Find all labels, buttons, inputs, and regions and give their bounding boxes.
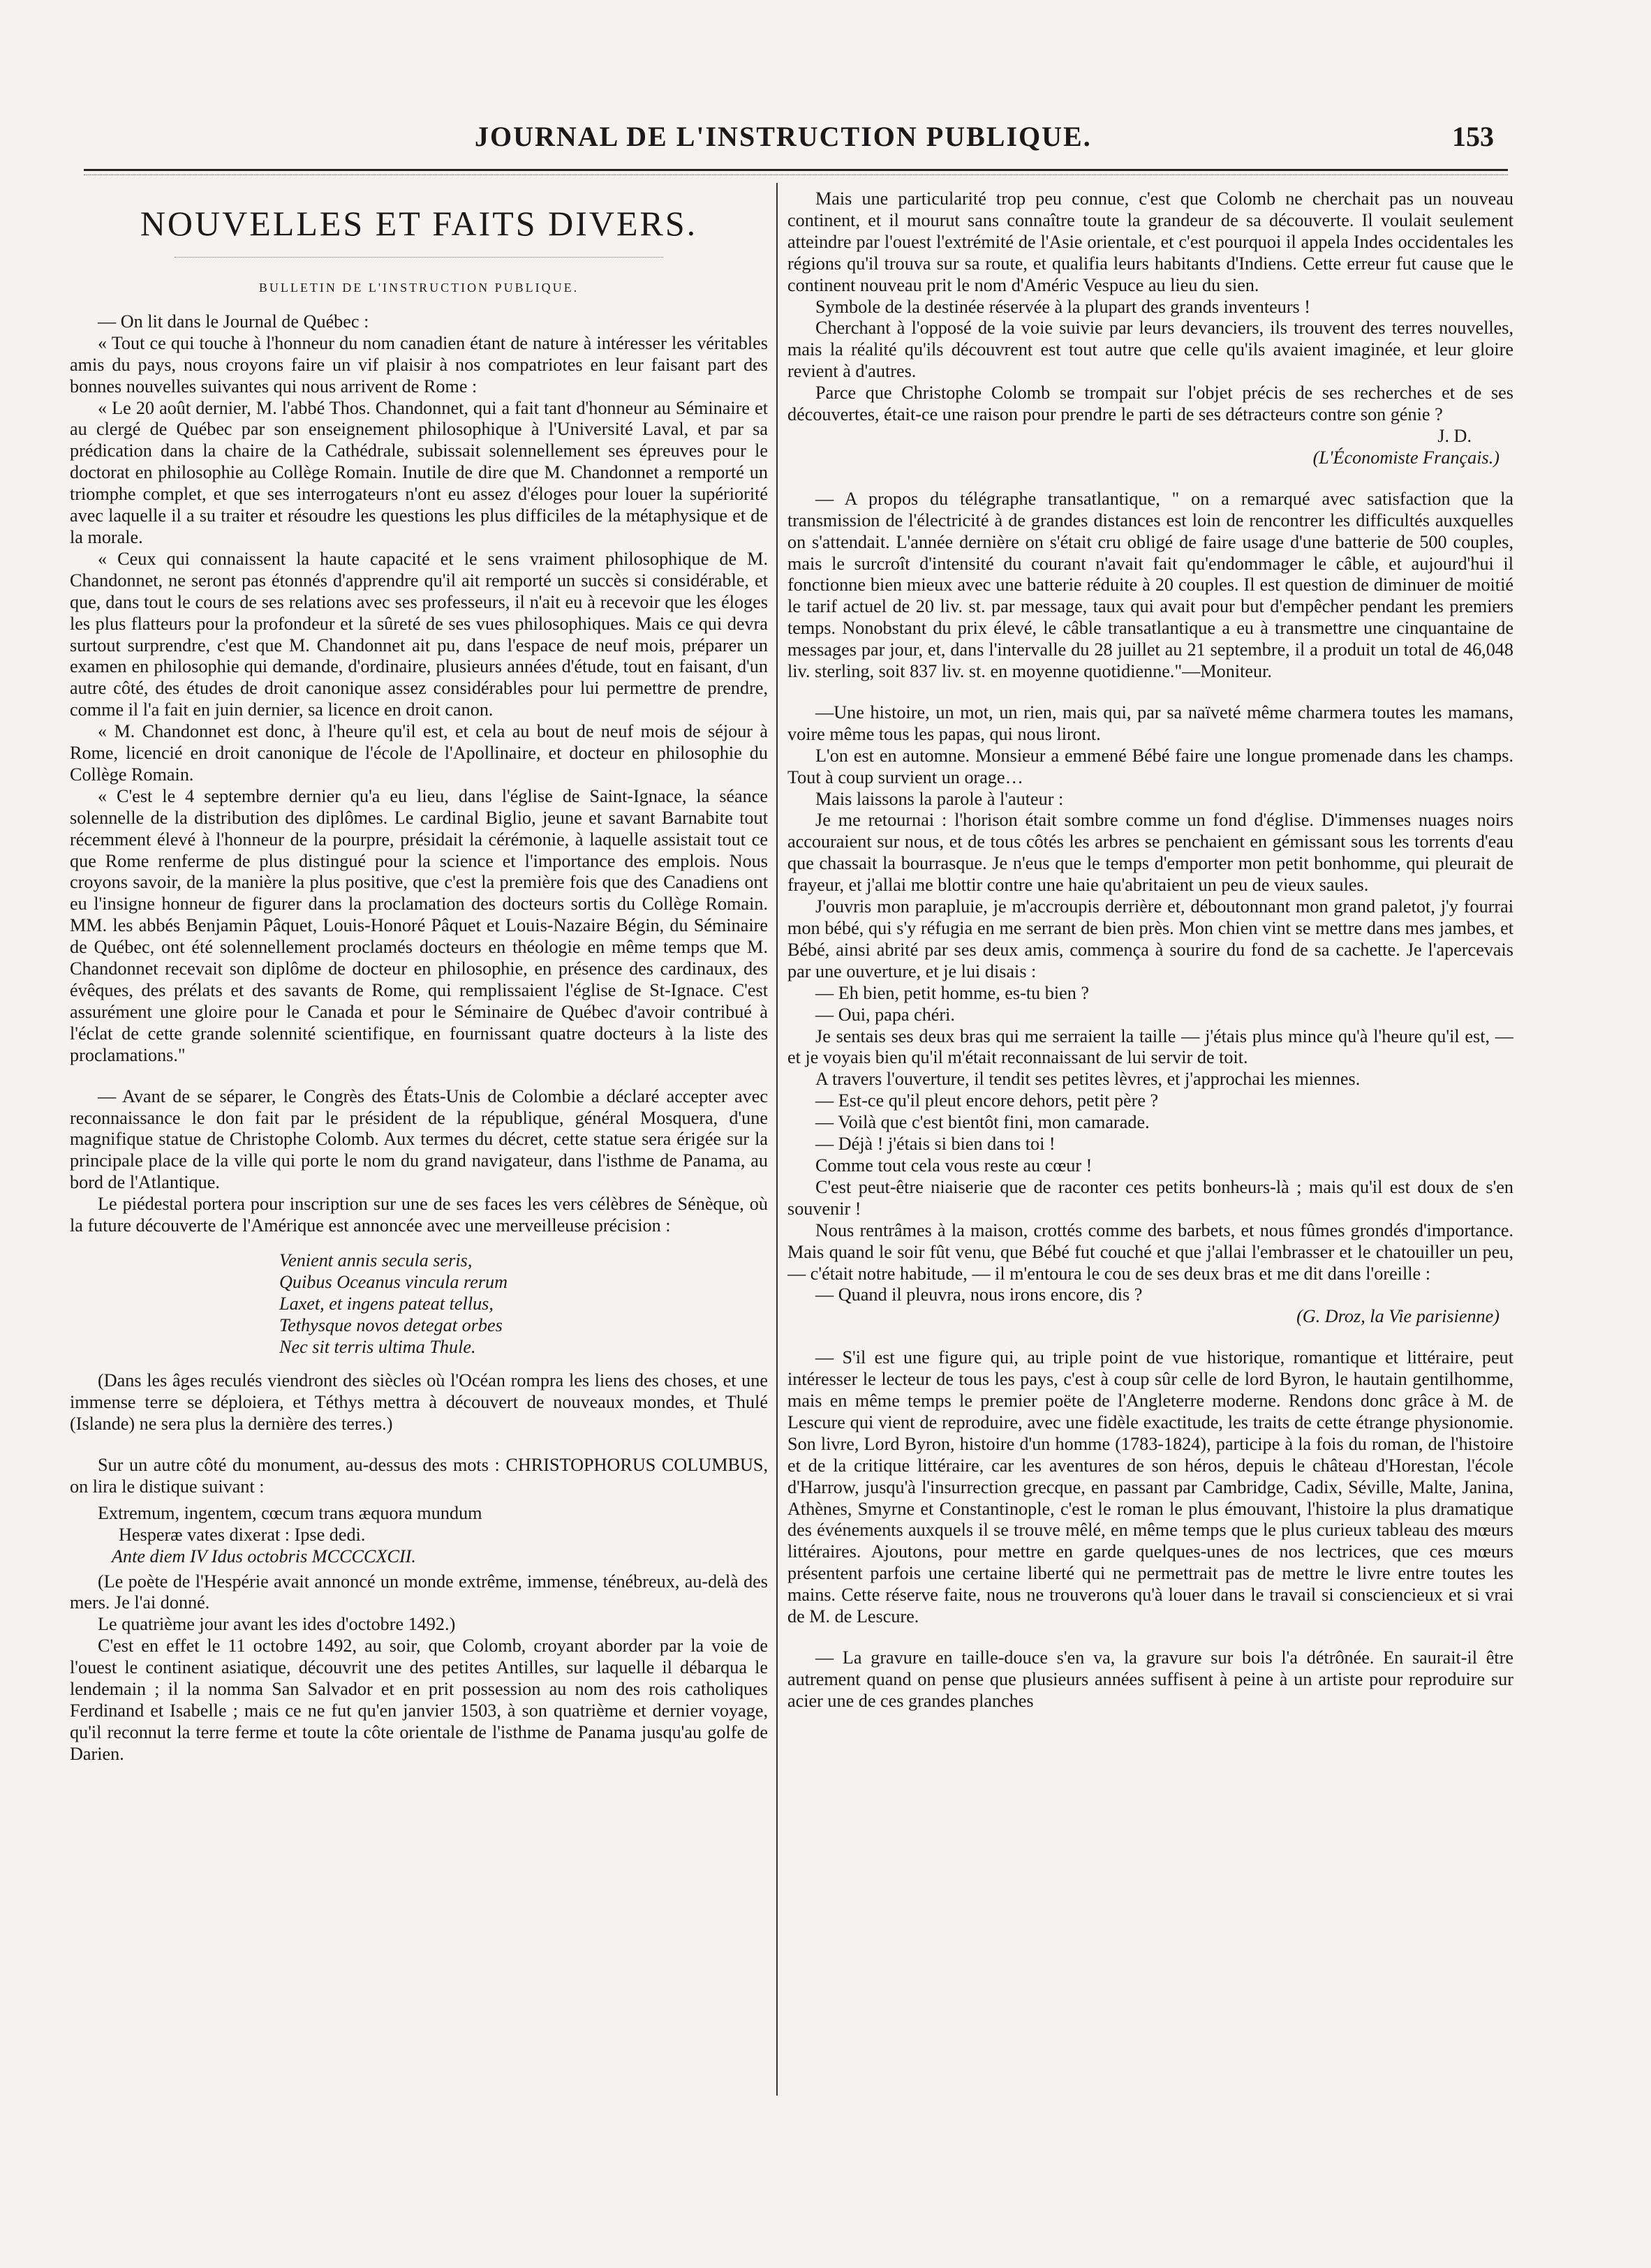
paragraph: Nous rentrâmes à la maison, crottés comme des barbets, et nous fûmes grondés d'importance. Mais quand le soir fût venu, que Bébé fut couché et que j'allai l'embrasser et le chatouiller un peu, — c'était notre habitude, — il m'entoura le cou de ses deux bras et me dit dans l'oreille : (787, 1220, 1513, 1284)
item-gap (787, 469, 1513, 489)
paragraph: —Une histoire, un mot, un rien, mais qui, par sa naïveté même charmera toutes les mamans, voire même tous les papas, qui nous liront. (787, 702, 1513, 744)
paragraph: Le quatrième jour avant les ides d'octobre 1492.) (98, 1614, 456, 1635)
dialogue (787, 983, 1513, 1026)
paragraph: Comme tout cela vous reste au cœur ! (815, 1155, 1093, 1176)
paragraph: Sur un autre côté du monument, au-dessus des mots : CHRISTOPHORUS COLUMBUS, on lira le distique suivant : (70, 1454, 768, 1497)
paragraph: « M. Chandonnet est donc, à l'heure qu'il est, et cela au bout de neuf mois de séjour à Rome, licencié en droit canonique de l'école de l'Apollinaire, et docteur en philosophie du Collège Romain. (70, 721, 768, 785)
page-number: 153 (1452, 121, 1494, 152)
dialogue-line: — Déjà ! j'étais si bien dans toi ! (815, 1134, 1056, 1155)
verse-line: Quibus Oceanus vincula rerum (279, 1271, 508, 1292)
paragraph: « Tout ce qui touche à l'honneur du nom canadien étant de nature à intéresser les véritables amis du pays, nous croyons faire un vif plaisir à nos compatriotes en leur faisant part des bonnes nouvelles suivantes qui nous arrivent de Rome : (70, 332, 768, 396)
item-gap (787, 1328, 1513, 1347)
paragraph: — S'il est une figure qui, au triple point de vue historique, romantique et littéraire, peut intéresser le lecteur de tous les pays, c'est à coup sûr celle de lord Byron, le hautain gentilhomme, mais en même temps le premier poëte de l'Angleterre moderne. Rendons donc grâce à M. de Lescure qui vient de reproduire, avec une fidèle exactitude, les traits de cette étrange physionomie. Son livre, Lord Byron, histoire d'un homme (1783-1824), participe à la fois du roman, de l'histoire et de la critique littéraire, car les aventures de son héros, depuis le château d'Horestan, l'école d'Harrow, jusqu'à l'insurrection grecque, en passant par Cambridge, Cadix, Séville, Malte, Janina, Athènes, Smyrne et Constantinople, c'est le roman le plus émouvant, l'histoire la plus dramatique des événements auxquels il se trouve mêlé, en même temps que le plus curieux tableau des mœurs littéraires. Ajoutons, pour mettre en garde quelques-unes de nos lectrices, que ces mœurs présentent parfois une certaine liberté qui ne permettrait pas de mettre le livre entre toutes les mains. Cette réserve faite, nous ne trouverons qu'à louer dans le travail si consciencieux et si vrai de M. de Lescure. (787, 1347, 1513, 1627)
running-head (168, 120, 1494, 162)
section-title: NOUVELLES ET FAITS DIVERS. (140, 204, 698, 243)
title-rule (175, 257, 663, 258)
verse-line: Tethysque novos detegat orbes (279, 1314, 503, 1335)
column-divider (776, 183, 778, 2096)
paragraph: Mais une particularité trop peu connue, c'est que Colomb ne cherchait pas un nouveau continent, et il mourut sans connaître toute la grandeur de sa découverte. Il voulait seulement atteindre par l'ouest l'extrémité de l'Asie orientale, et c'est pourquoi il appela Indes occidentales les régions qu'il trouva sur sa route, et qualifia leurs habitants d'Indiens. Cette erreur fut cause que le continent nouveau prit le nom d'Améric Vespuce au lieu du sien. (787, 188, 1513, 295)
paragraph: — A propos du télégraphe transatlantique, " on a remarqué avec satisfaction que la transmission de l'électricité à de grandes distances est loin de rencontrer les difficultés auxquelles on s'attendait. L'année dernière on s'était cru obligé de faire usage d'une batterie de 500 couples, mais le surcroît d'intensité du courant n'avait fait qu'endommager le câble, et aujourd'hui il fonctionne bien mieux avec une batterie réduite à 20 couples. Il est question de diminuer de moitié le tarif actuel de 20 liv. st. par message, taux qui avait pour but d'empêcher pendant les premiers temps. Nonobstant du prix élevé, le câble transatlantique a eu à transmettre une cinquantaine de messages par jour, et, dans l'intervalle du 28 juillet au 21 septembre, il a produit un total de 46,048 liv. sterling, soit 837 liv. st. en moyenne quotidienne."—Moniteur. (787, 488, 1513, 682)
paragraph: C'est peut-être niaiserie que de raconter ces petits bonheurs-là ; mais qu'il est doux de s'en souvenir ! (787, 1176, 1513, 1219)
signature: J. D. (1437, 425, 1472, 446)
dialogue (787, 1090, 1513, 1155)
paragraph: A travers l'ouverture, il tendit ses petites lèvres, et j'approchai les miennes. (815, 1069, 1361, 1090)
item-gap (787, 683, 1513, 702)
verse-line: Nec sit terris ultima Thule. (279, 1336, 476, 1357)
paragraph: Parce que Christophe Colomb se trompait sur l'objet précis de ses recherches et de ses découvertes, était-ce une raison pour prendre le parti de ses détracteurs contre son génie ? (787, 383, 1513, 425)
paragraph: — Avant de se séparer, le Congrès des États-Unis de Colombie a déclaré accepter avec reconnaissance le don fait par le président de la république, général Mosquera, d'une magnifique statue de Christophe Colomb. Aux termes du décret, cette statue sera érigée sur la principale place de la ville qui porte le nom du grand navigateur, dans l'isthme de Panama, au bord de l'Atlantique. (70, 1085, 768, 1193)
left-column (70, 188, 768, 2241)
item-gap (70, 1435, 768, 1455)
paragraph: Je sentais ses deux bras qui me serraient la taille — j'étais plus mince qu'à l'heure qu'il est, — et je voyais bien qu'il m'était reconnaissant de lui servir de toit. (787, 1025, 1513, 1068)
paragraph: Je me retournai : l'horison était sombre comme un fond d'église. D'immenses nuages noirs accouraient sur nous, et de tous côtés les arbres se penchaient en gémissant sous les torrents d'eau que chassait la bourrasque. Je n'eus que le temps d'emporter mon petit bonhomme, qui pleurait de frayeur, et j'allai me blottir contre une haie qu'abritaient un peu de vieux saules. (787, 810, 1513, 896)
item-gap (787, 1628, 1513, 1647)
paragraph: J'ouvris mon parapluie, je m'accroupis derrière et, déboutonnant mon grand paletot, j'y fourrai mon bébé, qui s'y réfugia en me serrant de bien près. Mon chien vint se mettre dans mes jambes, et Bébé, ainsi abrité par ses deux amis, commença à sourire du fond de sa cachette. Je l'apercevais par une ouverture, et je lui disais : (787, 896, 1513, 981)
paragraph: C'est en effet le 11 octobre 1492, au soir, que Colomb, croyant aborder par la voie de l'ouest le continent asiatique, découvrit une des petites Antilles, sur laquelle il débarqua le lendemain ; il la nomma San Salvador et en prit possession au nom des rois catholiques Ferdinand et Isabelle ; mais ce ne fut qu'en janvier 1503, à son quatrième et dernier voyage, qu'il reconnut la terre ferme et toute la côte orientale de l'isthme de Panama jusqu'au golfe de Darien. (70, 1636, 768, 1764)
source-credit: (G. Droz, la Vie parisienne) (1296, 1306, 1500, 1327)
dialogue-line: — Quand il pleuvra, nous irons encore, dis ? (815, 1284, 1143, 1305)
paragraph: Le piédestal portera pour inscription sur une de ses faces les vers célèbres de Sénèque, où la future découverte de l'Amérique est annoncée avec une merveilleuse précision : (70, 1194, 768, 1236)
paragraph: — La gravure en taille-douce s'en va, la gravure sur bois l'a détrônée. En saurait-il être autrement quand on pense que plusieurs années suffisent à peine à un artiste pour reproduire sur acier une de ces grandes planches (787, 1647, 1513, 1711)
item-gap (70, 1067, 768, 1086)
bulletin-heading: BULLETIN DE L'INSTRUCTION PUBLIQUE. (258, 281, 579, 295)
paragraph: Symbole de la destinée réservée à la plupart des grands inventeurs ! (815, 296, 1310, 317)
paragraph: L'on est en automne. Monsieur a emmené Bébé faire une longue promenade dans les champs. Tout à coup survient un orage… (787, 745, 1513, 787)
right-column (787, 188, 1513, 2241)
dialogue-line: — Eh bien, petit homme, es-tu bien ? (815, 982, 1089, 1003)
verse-line: Laxet, et ingens pateat tellus, (279, 1293, 494, 1314)
dialogue-line: — Voilà que c'est bientôt fini, mon camarade. (815, 1112, 1150, 1133)
running-title: JOURNAL DE L'INSTRUCTION PUBLIQUE. (475, 121, 1092, 152)
dialogue-line: — Est-ce qu'il pleut encore dehors, petit père ? (815, 1090, 1159, 1111)
latin-verse (279, 1250, 768, 1358)
distich-line: Hesperæ vates dixerat : Ipse dedi. (119, 1524, 366, 1545)
header-rule (84, 169, 1508, 171)
latin-distich (98, 1502, 768, 1567)
dialogue-line: — Oui, papa chéri. (815, 1004, 955, 1025)
paragraph: Mais laissons la parole à l'auteur : (815, 788, 1064, 809)
paragraph: « Le 20 août dernier, M. l'abbé Thos. Chandonnet, qui a fait tant d'honneur au Séminaire et au clergé de Québec par son enseignement philosophique à l'Université Laval, et par sa prédication dans la chaire de la Cathédrale, subissait solennellement ses épreuves pour le doctorat en philosophie au Collège Romain. Inutile de dire que M. Chandonnet a remporté un triomphe complet, et que ses interrogateurs n'ont eu assez d'éloges pour louer la supériorité avec laquelle il a su traiter et résoudre les questions les plus difficiles de la métaphysique et de la morale. (70, 397, 768, 547)
distich-line: Ante diem IV Idus octobris MCCCCXCII. (112, 1546, 416, 1566)
paragraph: « Ceux qui connaissent la haute capacité et le sens vraiment philosophique de M. Chandonnet, ne seront pas étonnés d'apprendre qu'il ait remporté un succès si considérable, et que, dans tout le cours de ses relations avec ses professeurs, il n'ait eu à recevoir que les éloges les plus flatteurs pour la profondeur et la sûreté de ses vues philosophiques. Mais ce qui devra surtout surprendre, c'est que M. Chandonnet ait pu, dans l'espace de neuf mois, préparer un examen en philosophie qui demande, d'ordinaire, plusieurs années d'étude, tout en faisant, d'un autre côté, des études de droit canonique assez considérables pour lui permettre de prendre, comme il l'a fait en juin dernier, sa licence en droit canon. (70, 548, 768, 720)
paragraph: Cherchant à l'opposé de la voie suivie par leurs devanciers, ils trouvent des terres nouvelles, mais la réalité qu'ils découvrent est tout autre que celle qu'ils avaient imaginée, et leur gloire revient à d'autres. (787, 318, 1513, 382)
dialogue (787, 1284, 1513, 1306)
paragraph: (Le poète de l'Hespérie avait annoncé un monde extrême, immense, ténébreux, au-delà des mers. Je l'ai donné. (70, 1571, 768, 1613)
paragraph: — On lit dans le Journal de Québec : (98, 311, 369, 332)
paragraph: « C'est le 4 septembre dernier qu'a eu lieu, dans l'église de Saint-Ignace, la séance solennelle de la distribution des diplômes. Le cardinal Biglio, jeune et savant Barnabite tout récemment élevé à l'honneur de la pourpre, présidait la cérémonie, à laquelle assistait tout ce que Rome renferme de plus distingué pour la science et l'importance des emplois. Nous croyons savoir, de la manière la plus positive, que c'est la première fois que des Canadiens ont eu l'insigne honneur de figurer dans la proclamation des docteurs sortis du Collège Romain. MM. les abbés Benjamin Pâquet, Louis-Honoré Pâquet et Louis-Nazaire Bégin, du Séminaire de Québec, ont été solennellement proclamés docteurs en théologie en même temps que M. Chandonnet recevait son diplôme de docteur en philosophie, en présence des cardinaux, des évêques, des prélats et des savants de Rome, qui remplissaient l'église de St-Ignace. C'est assurément une gloire pour le Canada et pour le Séminaire de Québec d'avoir contribué à l'éclat de cette grande solennité scientifique, en fournissant quatre docteurs à la liste des proclamations." (70, 785, 768, 1065)
distich-line: Extremum, ingentem, cœcum trans æquora mundum (98, 1502, 482, 1523)
source-credit: (L'Économiste Français.) (1312, 447, 1500, 468)
paragraph: (Dans les âges reculés viendront des siècles où l'Océan rompra les liens des choses, et une immense terre se déploiera, et Téthys mettra à découvert de nouveaux mondes, et Thulé (Islande) ne sera plus la dernière des terres.) (70, 1370, 768, 1434)
verse-line: Venient annis secula seris, (279, 1250, 473, 1270)
